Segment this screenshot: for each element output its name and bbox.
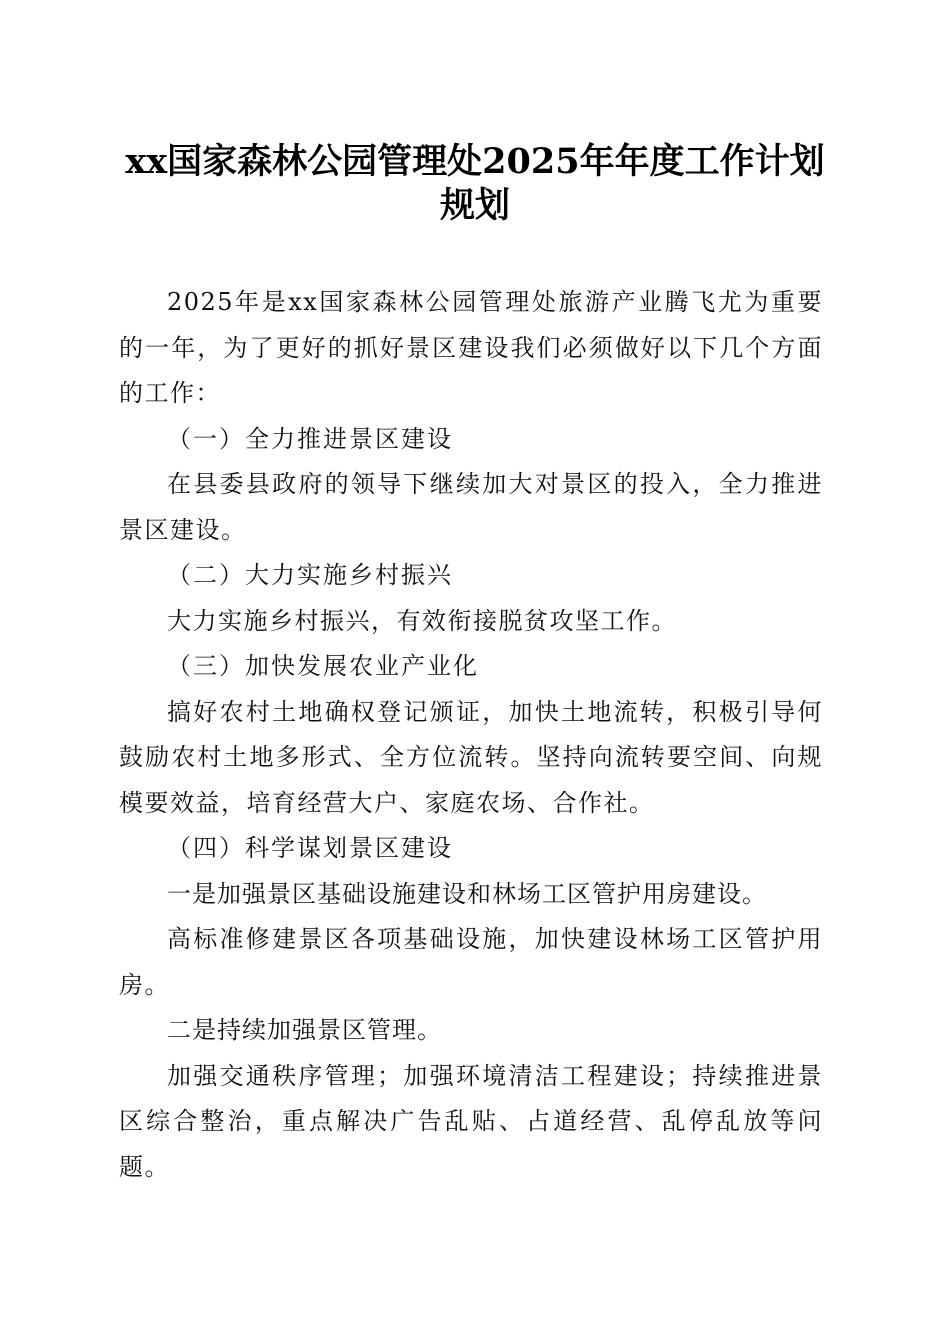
section-4-item-1-lead: 一是加强景区基础设施建设和林场工区管护用房建设。 bbox=[167, 879, 767, 908]
section-4-heading: （四）科学谋划景区建设 bbox=[167, 834, 453, 862]
document-title-line-2: 规划 bbox=[439, 185, 510, 226]
section-1-heading: （一）全力推进景区建设 bbox=[167, 424, 453, 453]
section-4-item-2-lead: 二是持续加强景区管理。 bbox=[167, 1016, 442, 1044]
section-4-item-2-paragraph: 加强交通秩序管理；加强环境清洁工程建设；持续推进景区综合整治，重点解决广告乱贴、占道经营、乱停乱放等问题。 bbox=[119, 1061, 823, 1181]
section-3-paragraph: 搞好农村土地确权登记颁证，加快土地流转，积极引导何鼓励农村土地多形式、全方位流转。坚持向流转要空间、向规模要效益，培育经营大户、家庭农场、合作社。 bbox=[119, 697, 823, 817]
section-2-heading: （二）大力实施乡村振兴 bbox=[167, 561, 453, 589]
section-3-heading: （三）加快发展农业产业化 bbox=[167, 652, 479, 680]
document-body bbox=[119, 280, 823, 1190]
section-4-item-1-paragraph: 高标准修建景区各项基础设施，加快建设林场工区管护用房。 bbox=[119, 925, 823, 999]
intro-paragraph: 2025年是xx国家森林公园管理处旅游产业腾飞尤为重要的一年，为了更好的抓好景区建设我们必须做好以下几个方面的工作： bbox=[119, 288, 823, 407]
section-2-paragraph: 大力实施乡村振兴，有效衔接脱贫攻坚工作。 bbox=[167, 606, 677, 635]
section-1-paragraph: 在县委县政府的领导下继续加大对景区的投入，全力推进景区建设。 bbox=[119, 470, 823, 544]
document-title-line-1: xx国家森林公园管理处2025年年度工作计划 bbox=[125, 141, 825, 182]
